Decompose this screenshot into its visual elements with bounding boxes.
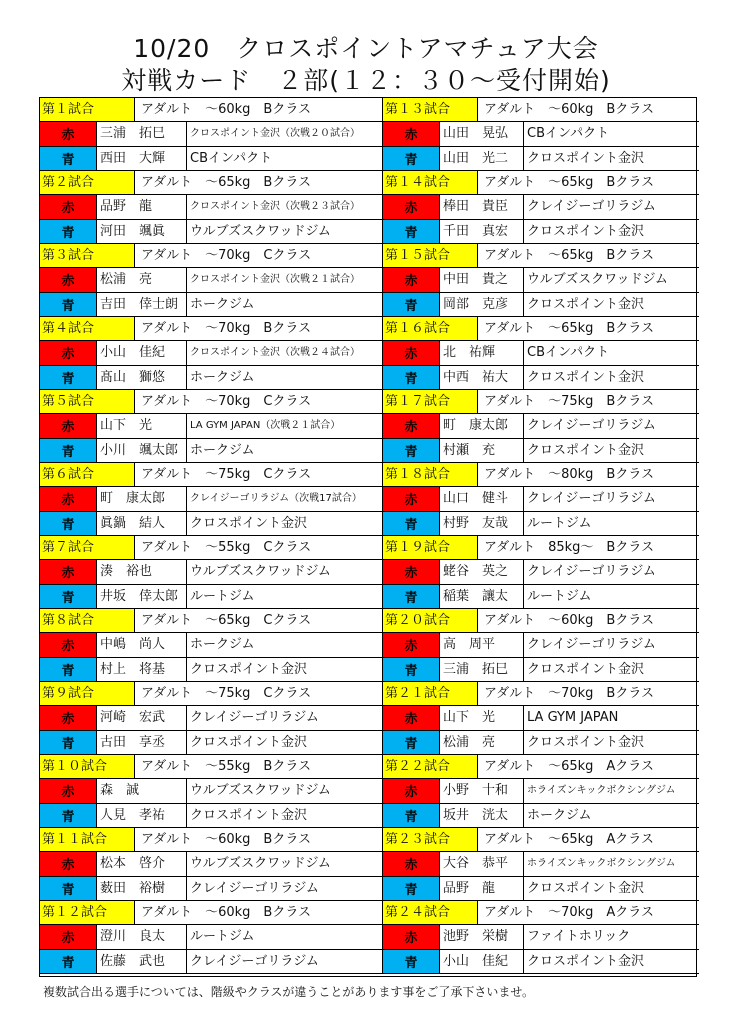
team-name: クロスポイント金沢（次戦２３試合） [190,201,360,213]
match-header-row [383,682,699,706]
blue-corner-label: 青 [40,147,97,170]
fighter-name: 人見 孝祐 [97,804,187,827]
fighter-name: 村野 友哉 [440,512,524,535]
fighter-name: 小野 十和 [440,779,524,802]
fighter-name: 西田 大輝 [97,147,187,170]
blue-corner-label: 青 [383,220,440,243]
match-block [383,609,699,682]
team-name: クロスポイント金沢 [190,734,308,750]
match-block [383,244,699,317]
team-name: ホークジム [527,807,592,823]
match-block [383,98,699,171]
red-corner-label: 赤 [40,925,97,948]
red-corner-label: 赤 [40,852,97,875]
team-name: ウルブズスクワッドジム [190,223,331,239]
red-corner-label: 赤 [40,268,97,291]
fighter-name: 品野 龍 [97,195,187,218]
fighter-name: 三浦 拓巳 [440,658,524,681]
match-block [40,463,382,536]
blue-corner-row [383,658,699,682]
red-corner-row [40,268,382,292]
fighter-name: 小山 佳紀 [440,950,524,973]
blue-corner-row [383,731,699,755]
fighter-name: 山下 光 [97,414,187,437]
blue-corner-row [383,366,699,390]
team-name: クロスポイント金沢（次戦２１試合） [190,274,360,286]
fighter-name: 山下 光 [440,706,524,729]
fighter-name: 坂井 洸太 [440,804,524,827]
match-header-row [383,171,699,195]
red-corner-row [383,122,699,146]
match-header-row [40,98,382,122]
fighter-name: 森 誠 [97,779,187,802]
blue-corner-row [383,804,699,828]
team-name: クロスポイント金沢 [527,661,645,677]
fighter-name: 町 康太郎 [97,487,187,510]
match-header-row [383,828,699,852]
match-class: アダルト ～60kg Bクラス [484,102,654,117]
match-number: 第１９試合 [383,536,478,559]
match-block [40,390,382,463]
match-number: 第５試合 [40,390,135,413]
match-header-row [40,828,382,852]
match-number: 第１試合 [40,98,135,121]
team-name: ウルブズスクワッドジム [190,564,331,580]
fighter-name: 村瀬 充 [440,439,524,462]
red-corner-label: 赤 [383,268,440,291]
red-corner-label: 赤 [383,560,440,583]
fighter-name: 大谷 恭平 [440,852,524,875]
fighter-name: 村上 将基 [97,658,187,681]
blue-corner-row [40,220,382,244]
red-corner-row [40,706,382,730]
fighter-name: 吉田 倖士朗 [97,293,187,316]
page-subtitle: 対戦カード ２部(１２：３０～受付開始) [121,66,611,95]
fighter-name: 髙山 獅悠 [97,366,187,389]
match-block [40,171,382,244]
fighter-name: 松浦 亮 [440,731,524,754]
fighter-name: 棒田 貴臣 [440,195,524,218]
team-name: ホークジム [190,637,255,653]
blue-corner-label: 青 [40,731,97,754]
blue-corner-row [40,366,382,390]
match-number: 第１５試合 [383,244,478,267]
match-header-row [40,390,382,414]
team-name: ルートジム [527,588,592,604]
match-header-row [40,171,382,195]
fighter-name: 稲葉 讓太 [440,585,524,608]
match-class: アダルト ～70kg Cクラス [141,394,312,409]
match-header-row [40,901,382,925]
fighter-name: 品野 龍 [440,877,524,900]
match-number: 第２４試合 [383,901,478,924]
match-number: 第２試合 [40,171,135,194]
team-name: クロスポイント金沢 [527,442,645,458]
match-number: 第９試合 [40,682,135,705]
match-class: アダルト ～60kg Bクラス [484,613,654,628]
blue-corner-label: 青 [383,585,440,608]
fighter-name: 薮田 裕樹 [97,877,187,900]
fighter-name: 蛯谷 英之 [440,560,524,583]
fighter-name: 佐藤 武也 [97,950,187,973]
match-block [383,390,699,463]
match-class: アダルト ～60kg Bクラス [141,832,311,847]
match-block [383,828,699,901]
fighter-name: 中田 貴之 [440,268,524,291]
match-block [383,171,699,244]
blue-corner-row [40,950,382,974]
blue-corner-row [40,804,382,828]
match-class: アダルト ～65kg Cクラス [141,613,312,628]
match-class: アダルト ～80kg Bクラス [484,467,654,482]
red-corner-label: 赤 [383,487,440,510]
team-name: ホークジム [190,369,255,385]
team-name: ルートジム [527,515,592,531]
match-class: アダルト ～55kg Bクラス [141,759,311,774]
fighter-name: 松本 啓介 [97,852,187,875]
red-corner-row [383,706,699,730]
red-corner-row [383,268,699,292]
blue-corner-label: 青 [40,804,97,827]
red-corner-row [383,779,699,803]
page-title: 10/20 クロスポイントアマチュア大会 [133,34,599,63]
team-name: ウルブズスクワッドジム [190,783,331,799]
match-header-row [383,244,699,268]
match-number: 第３試合 [40,244,135,267]
blue-corner-label: 青 [383,512,440,535]
match-header-row [383,536,699,560]
match-class: アダルト ～60kg Bクラス [141,905,311,920]
match-number: 第２０試合 [383,609,478,632]
team-name: クレイジーゴリラジム [190,953,319,969]
team-name: クロスポイント金沢 [527,953,645,969]
fighter-name: 河崎 宏武 [97,706,187,729]
team-name: ルートジム [190,588,255,604]
team-name: CBインパクト [190,150,273,166]
blue-corner-row [40,731,382,755]
blue-corner-row [383,585,699,609]
red-corner-label: 赤 [383,414,440,437]
blue-corner-label: 青 [40,220,97,243]
blue-corner-row [383,950,699,974]
team-name: クロスポイント金沢（次戦２０試合） [190,128,360,140]
blue-corner-label: 青 [40,658,97,681]
match-block [40,98,382,171]
blue-corner-label: 青 [383,366,440,389]
blue-corner-row [383,512,699,536]
fighter-name: 池野 栄樹 [440,925,524,948]
red-corner-label: 赤 [40,122,97,145]
match-number: 第１８試合 [383,463,478,486]
red-corner-label: 赤 [383,122,440,145]
blue-corner-row [40,658,382,682]
blue-corner-label: 青 [40,439,97,462]
match-block [383,317,699,390]
red-corner-row [383,852,699,876]
red-corner-label: 赤 [40,633,97,656]
blue-corner-label: 青 [383,439,440,462]
red-corner-row [383,414,699,438]
team-name: クロスポイント金沢 [190,661,308,677]
match-number: 第１２試合 [40,901,135,924]
match-number: 第２１試合 [383,682,478,705]
fighter-name: 小山 佳紀 [97,341,187,364]
blue-corner-label: 青 [40,293,97,316]
match-header-row [40,317,382,341]
red-corner-row [383,925,699,949]
match-number: 第４試合 [40,317,135,340]
blue-corner-row [40,877,382,901]
team-name: クレイジーゴリラジム [527,564,656,580]
match-block [40,828,382,901]
blue-corner-label: 青 [383,731,440,754]
match-class: アダルト ～70kg Bクラス [141,321,311,336]
fighter-name: 松浦 亮 [97,268,187,291]
team-name: クレイジーゴリラジム [527,199,656,215]
red-corner-row [40,341,382,365]
match-block [383,901,699,974]
blue-corner-label: 青 [40,950,97,973]
match-number: 第１１試合 [40,828,135,851]
team-name: クロスポイント金沢 [527,150,645,166]
fighter-name: 北 祐輝 [440,341,524,364]
blue-corner-row [40,585,382,609]
team-name: ホークジム [190,296,255,312]
blue-corner-row [40,512,382,536]
match-header-row [40,682,382,706]
red-corner-label: 赤 [383,633,440,656]
fighter-name: 中嶋 尚人 [97,633,187,656]
team-name: CBインパクト [527,126,610,142]
fighter-name: 井坂 倖太郎 [97,585,187,608]
fighter-name: 眞鍋 結人 [97,512,187,535]
match-block [40,755,382,828]
red-corner-row [383,195,699,219]
red-corner-row [40,633,382,657]
red-corner-row [40,852,382,876]
match-number: 第１３試合 [383,98,478,121]
red-corner-label: 赤 [40,414,97,437]
red-corner-label: 赤 [383,779,440,802]
red-corner-label: 赤 [383,925,440,948]
match-class: アダルト ～60kg Bクラス [141,102,311,117]
match-header-row [40,536,382,560]
red-corner-label: 赤 [383,852,440,875]
red-corner-label: 赤 [40,560,97,583]
red-corner-row [40,560,382,584]
blue-corner-row [383,220,699,244]
team-name: ホライズンキックボクシングジム [527,785,676,797]
red-corner-row [40,122,382,146]
match-header-row [383,901,699,925]
match-number: 第１７試合 [383,390,478,413]
match-header-row [40,463,382,487]
red-corner-label: 赤 [40,779,97,802]
red-corner-row [383,487,699,511]
left-match-column [40,98,382,974]
team-name: クレイジーゴリラジム [527,637,656,653]
red-corner-label: 赤 [40,706,97,729]
team-name: ルートジム [190,929,255,945]
match-number: 第８試合 [40,609,135,632]
team-name: ホライズンキックボクシングジム [527,858,676,870]
fighter-name: 山田 光二 [440,147,524,170]
team-name: クレイジーゴリラジム（次戦17試合） [190,493,362,505]
team-name: クレイジーゴリラジム [527,491,656,507]
red-corner-row [383,341,699,365]
match-header-row [40,755,382,779]
fighter-name: 三浦 拓巳 [97,122,187,145]
blue-corner-label: 青 [40,585,97,608]
fighter-name: 湊 裕也 [97,560,187,583]
team-name: ウルブズスクワッドジム [190,856,331,872]
blue-corner-label: 青 [383,804,440,827]
match-number: 第２３試合 [383,828,478,851]
blue-corner-label: 青 [40,366,97,389]
match-class: アダルト ～65kg Aクラス [484,832,654,847]
red-corner-label: 赤 [383,341,440,364]
match-header-row [383,317,699,341]
blue-corner-label: 青 [383,658,440,681]
blue-corner-label: 青 [383,877,440,900]
team-name: クレイジーゴリラジム [527,418,656,434]
match-block [40,317,382,390]
fighter-name: 古田 享丞 [97,731,187,754]
match-header-row [383,755,699,779]
blue-corner-label: 青 [383,950,440,973]
fighter-name: 町 康太郎 [440,414,524,437]
match-class: アダルト ～65kg Bクラス [484,321,654,336]
red-corner-row [40,414,382,438]
red-corner-row [40,779,382,803]
match-card-table [39,97,697,977]
match-header-row [383,609,699,633]
match-block [40,901,382,974]
team-name: クロスポイント金沢 [190,807,308,823]
red-corner-label: 赤 [40,487,97,510]
blue-corner-label: 青 [40,877,97,900]
blue-corner-row [383,147,699,171]
match-class: アダルト ～70kg Bクラス [484,686,654,701]
red-corner-row [40,925,382,949]
match-header-row [40,609,382,633]
match-class: アダルト ～65kg Bクラス [484,175,654,190]
blue-corner-row [40,293,382,317]
fighter-name: 岡部 克彦 [440,293,524,316]
match-block [383,755,699,828]
match-class: アダルト 85kg～ Bクラス [484,540,654,555]
match-number: 第７試合 [40,536,135,559]
fighter-name: 山口 健斗 [440,487,524,510]
fighter-name: 山田 晃弘 [440,122,524,145]
match-class: アダルト ～75kg Bクラス [484,394,654,409]
team-name: クロスポイント金沢 [190,515,308,531]
match-block [383,682,699,755]
team-name: ファイトホリック [527,929,631,945]
blue-corner-label: 青 [40,512,97,535]
match-block [383,536,699,609]
red-corner-row [40,487,382,511]
match-class: アダルト ～65kg Aクラス [484,759,654,774]
match-number: 第１６試合 [383,317,478,340]
fighter-name: 中西 祐大 [440,366,524,389]
match-class: アダルト ～65kg Bクラス [484,248,654,263]
blue-corner-row [383,877,699,901]
red-corner-label: 赤 [383,706,440,729]
team-name: クレイジーゴリラジム [190,710,319,726]
match-block [40,536,382,609]
red-corner-row [383,560,699,584]
match-number: 第１４試合 [383,171,478,194]
red-corner-label: 赤 [383,195,440,218]
fighter-name: 澄川 良太 [97,925,187,948]
team-name: クロスポイント金沢 [527,369,645,385]
team-name: クロスポイント金沢 [527,734,645,750]
team-name: ウルブズスクワッドジム [527,272,668,288]
match-header-row [383,98,699,122]
match-number: 第１０試合 [40,755,135,778]
match-number: 第２２試合 [383,755,478,778]
match-block [40,244,382,317]
blue-corner-row [383,439,699,463]
fighter-name: 小川 颯太郎 [97,439,187,462]
red-corner-row [40,195,382,219]
match-class: アダルト ～75kg Cクラス [141,467,312,482]
blue-corner-row [383,293,699,317]
match-header-row [383,390,699,414]
fighter-name: 河田 颯眞 [97,220,187,243]
match-class: アダルト ～55kg Cクラス [141,540,312,555]
team-name: クロスポイント金沢 [527,223,645,239]
fighter-name: 千田 真宏 [440,220,524,243]
match-header-row [383,463,699,487]
team-name: LA GYM JAPAN（次戦２１試合） [190,420,341,432]
team-name: LA GYM JAPAN [527,710,619,726]
match-class: アダルト ～75kg Cクラス [141,686,312,701]
blue-corner-label: 青 [383,293,440,316]
match-class: アダルト ～70kg Cクラス [141,248,312,263]
match-block [383,463,699,536]
team-name: CBインパクト [527,345,610,361]
team-name: クロスポイント金沢（次戦２４試合） [190,347,360,359]
match-block [40,682,382,755]
blue-corner-label: 青 [383,147,440,170]
red-corner-label: 赤 [40,341,97,364]
match-header-row [40,244,382,268]
red-corner-row [383,633,699,657]
footnote: 複数試合出る選手については、階級やクラスが違うことがあります事をご了承下さいませ。 [43,985,535,999]
match-class: アダルト ～70kg Aクラス [484,905,654,920]
team-name: クレイジーゴリラジム [190,880,319,896]
match-number: 第６試合 [40,463,135,486]
match-block [40,609,382,682]
blue-corner-row [40,147,382,171]
red-corner-label: 赤 [40,195,97,218]
team-name: クロスポイント金沢 [527,880,645,896]
team-name: ホークジム [190,442,255,458]
team-name: クロスポイント金沢 [527,296,645,312]
match-class: アダルト ～65kg Bクラス [141,175,311,190]
right-match-column [382,98,699,974]
fighter-name: 高 周平 [440,633,524,656]
blue-corner-row [40,439,382,463]
